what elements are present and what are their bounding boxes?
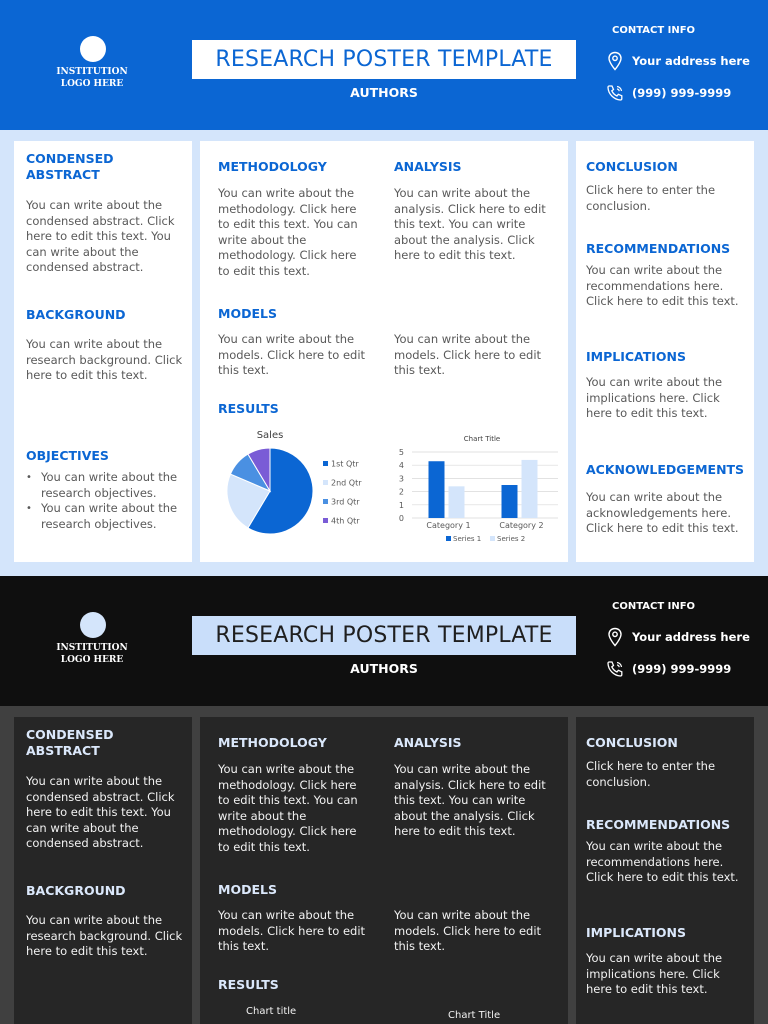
contact-address[interactable] <box>604 626 750 648</box>
sales-pie-chart[interactable] <box>218 424 388 540</box>
recommendations-text[interactable]: You can write about the recommendations here. Click here to edit this text. <box>586 263 739 308</box>
list-item[interactable]: • You can write about the research objectives. <box>26 501 190 532</box>
abstract-heading-line-2: ABSTRACT <box>26 743 100 758</box>
poster-header <box>0 576 768 706</box>
chart-title-right[interactable]: Chart Title <box>448 1010 501 1021</box>
background-heading: BACKGROUND <box>26 883 126 898</box>
bar-legend-label: Series 1 <box>453 535 482 543</box>
middle-column <box>200 141 568 562</box>
models-text-right[interactable]: You can write about the models. Click here to edit this text. <box>394 332 542 377</box>
pie-legend-swatch <box>323 461 328 466</box>
poster-authors[interactable]: AUTHORS <box>350 85 418 100</box>
bar <box>522 460 538 518</box>
models-heading: MODELS <box>218 882 277 897</box>
bar-y-tick-label: 0 <box>398 514 404 523</box>
abstract-heading-line-2: ABSTRACT <box>26 167 100 182</box>
background-text[interactable]: You can write about the research background. Click here to edit this text. <box>26 913 183 958</box>
acknowledgements-text[interactable]: You can write about the acknowledgements here. Click here to edit this text. <box>586 490 739 535</box>
abstract-heading-line-1: CONDENSED <box>26 727 114 742</box>
bar-y-tick-label: 1 <box>398 500 404 510</box>
results-heading: RESULTS <box>218 401 279 416</box>
logo-text-line-2: LOGO HERE <box>60 79 124 89</box>
address-text: Your address here <box>632 54 750 68</box>
logo-text-line-1: INSTITUTION <box>56 67 128 77</box>
right-column <box>576 717 754 1024</box>
poster-title[interactable]: RESEARCH POSTER TEMPLATE <box>192 40 576 79</box>
results-heading: RESULTS <box>218 977 279 992</box>
abstract-heading <box>26 151 114 183</box>
institution-logo-icon[interactable] <box>80 36 106 62</box>
phone-icon <box>604 658 626 680</box>
pie-legend-label: 1st Qtr <box>331 459 359 469</box>
pie-legend-label: 2nd Qtr <box>331 478 362 488</box>
left-column <box>14 141 192 562</box>
institution-logo-label <box>46 66 138 90</box>
methodology-heading: METHODOLOGY <box>218 735 327 750</box>
models-heading: MODELS <box>218 306 277 321</box>
background-heading: BACKGROUND <box>26 307 126 322</box>
implications-heading: IMPLICATIONS <box>586 349 687 364</box>
location-pin-icon <box>604 50 626 72</box>
contact-info-title: CONTACT INFO <box>612 601 696 612</box>
abstract-text[interactable]: You can write about the condensed abstract. Click here to edit this text. You can write about the condensed abstract. <box>26 198 175 274</box>
bar-y-tick-label: 3 <box>398 474 404 484</box>
pie-legend-label: 3rd Qtr <box>331 497 360 507</box>
bar-y-tick-label: 4 <box>398 461 404 471</box>
analysis-heading: ANALYSIS <box>394 159 462 174</box>
bar-legend-label: Series 2 <box>497 535 526 543</box>
list-item[interactable]: • You can write about the research objectives. <box>26 470 190 501</box>
contact-address[interactable] <box>604 50 750 72</box>
models-text-left[interactable]: You can write about the models. Click here to edit this text. <box>218 332 366 377</box>
phone-text: (999) 999-9999 <box>632 86 732 100</box>
pie-chart-title: Sales <box>256 430 284 441</box>
conclusion-text[interactable]: Click here to enter the conclusion. <box>586 759 716 789</box>
pie-legend-swatch <box>323 518 328 523</box>
bar-y-tick-label: 5 <box>398 448 404 457</box>
bar-legend-swatch <box>446 536 451 541</box>
recommendations-text[interactable]: You can write about the recommendations here. Click here to edit this text. <box>586 839 739 884</box>
poster-header <box>0 0 768 130</box>
abstract-heading-line-1: CONDENSED <box>26 151 114 166</box>
contact-info-title: CONTACT INFO <box>612 25 696 36</box>
poster-dark <box>0 576 768 1024</box>
contact-phone[interactable] <box>604 658 731 680</box>
bar-chart-title: Chart Title <box>463 435 501 443</box>
middle-column <box>200 717 568 1024</box>
phone-text: (999) 999-9999 <box>632 662 732 676</box>
recommendations-heading: RECOMMENDATIONS <box>586 241 731 256</box>
bar-x-tick-label: Category 1 <box>426 521 471 530</box>
chart-title-left[interactable]: Chart title <box>246 1006 297 1017</box>
phone-icon <box>604 82 626 104</box>
bar <box>449 486 465 518</box>
analysis-text[interactable]: You can write about the analysis. Click here to edit this text. You can write about the analysis. Click here to edit this text. <box>394 186 546 262</box>
conclusion-heading: CONCLUSION <box>586 159 678 174</box>
bar <box>502 485 518 518</box>
analysis-heading: ANALYSIS <box>394 735 462 750</box>
methodology-text[interactable]: You can write about the methodology. Click here to edit this text. You can write about the methodology. Click here to edit this text. <box>218 762 358 854</box>
objectives-heading: OBJECTIVES <box>26 448 109 463</box>
bar-legend-swatch <box>490 536 495 541</box>
location-pin-icon <box>604 626 626 648</box>
poster-title[interactable]: RESEARCH POSTER TEMPLATE <box>192 616 576 655</box>
methodology-heading: METHODOLOGY <box>218 159 327 174</box>
poster-authors[interactable]: AUTHORS <box>350 661 418 676</box>
recommendations-heading: RECOMMENDATIONS <box>586 817 731 832</box>
category-bar-chart[interactable] <box>390 429 560 549</box>
right-column <box>576 141 754 562</box>
bar-y-tick-label: 2 <box>398 487 404 497</box>
abstract-heading <box>26 727 114 759</box>
implications-heading: IMPLICATIONS <box>586 925 687 940</box>
conclusion-heading: CONCLUSION <box>586 735 678 750</box>
address-text: Your address here <box>632 630 750 644</box>
pie-legend-swatch <box>323 480 328 485</box>
acknowledgements-heading: ACKNOWLEDGEMENTS <box>586 462 745 477</box>
pie-legend-label: 4th Qtr <box>331 516 360 526</box>
institution-logo-icon[interactable] <box>80 612 106 638</box>
conclusion-text[interactable]: Click here to enter the conclusion. <box>586 183 716 213</box>
logo-text-line-2: LOGO HERE <box>60 655 124 665</box>
bar-x-tick-label: Category 2 <box>499 521 544 530</box>
logo-text-line-1: INSTITUTION <box>56 643 128 653</box>
methodology-text[interactable]: You can write about the methodology. Click here to edit this text. You can write about the methodology. Click here to edit this text. <box>218 186 358 278</box>
institution-logo-label <box>46 642 138 666</box>
pie-legend-swatch <box>323 499 328 504</box>
left-column <box>14 717 192 1024</box>
implications-text[interactable]: You can write about the implications here. Click here to edit this text. <box>586 375 723 420</box>
models-text-right[interactable]: You can write about the models. Click here to edit this text. <box>394 908 542 953</box>
abstract-text[interactable]: You can write about the condensed abstract. Click here to edit this text. You can write about the condensed abstract. <box>26 774 175 850</box>
objectives-list[interactable] <box>26 470 190 532</box>
implications-text[interactable]: You can write about the implications here. Click here to edit this text. <box>586 951 723 996</box>
background-text[interactable]: You can write about the research background. Click here to edit this text. <box>26 337 183 382</box>
models-text-left[interactable]: You can write about the models. Click here to edit this text. <box>218 908 366 953</box>
analysis-text[interactable]: You can write about the analysis. Click here to edit this text. You can write about the analysis. Click here to edit this text. <box>394 762 546 838</box>
bar <box>429 461 445 518</box>
contact-phone[interactable] <box>604 82 731 104</box>
